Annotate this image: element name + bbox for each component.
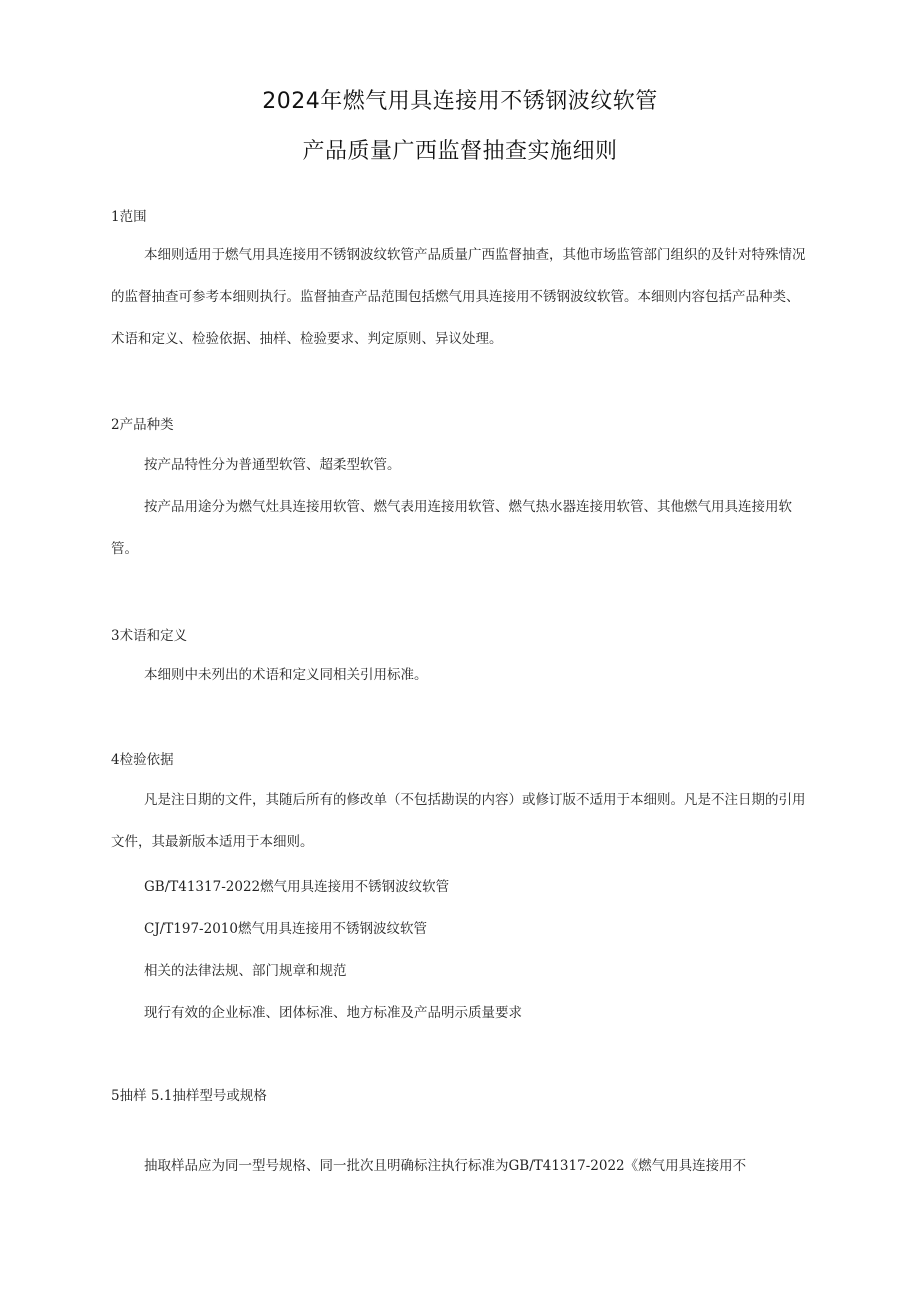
standard-reference-item: 现行有效的企业标准、团体标准、地方标准及产品明示质量要求	[144, 1005, 522, 1021]
section-heading-types: 2产品种类	[111, 417, 174, 433]
section-paragraph-types-1: 按产品特性分为普通型软管、超柔型软管。	[144, 457, 401, 473]
section-heading-terms: 3术语和定义	[111, 628, 188, 644]
document-title-line2: 产品质量广西监督抽查实施细则	[302, 139, 618, 164]
section-heading-scope: 1范围	[111, 209, 147, 225]
section-paragraph-types-2: 按产品用途分为燃气灶具连接用软管、燃气表用连接用软管、燃气热水器连接用软管、其他燃气用具连接用软管。	[111, 499, 792, 557]
standard-reference-item: 相关的法律法规、部门规章和规范	[144, 963, 347, 979]
standard-reference-item: CJ/T197-2010燃气用具连接用不锈钢波纹软管	[144, 921, 427, 937]
section-heading-sampling: 5抽样 5.1抽样型号或规格	[111, 1088, 267, 1104]
section-heading-basis: 4检验依据	[111, 752, 174, 768]
section-paragraph-sampling: 抽取样品应为同一型号规格、同一批次且明确标注执行标准为GB/T41317-2022《燃气用具连接用不	[144, 1158, 747, 1174]
section-paragraph-basis: 凡是注日期的文件，其随后所有的修改单（不包括勘误的内容）或修订版不适用于本细则。凡是不注日期的引用文件，其最新版本适用于本细则。	[111, 792, 806, 850]
document-title-line1: 2024年燃气用具连接用不锈钢波纹软管	[262, 89, 658, 114]
section-paragraph-scope: 本细则适用于燃气用具连接用不锈钢波纹软管产品质量广西监督抽查，其他市场监管部门组织的及针对特殊情况的监督抽查可参考本细则执行。监督抽查产品范围包括燃气用具连接用不锈钢波纹软管。本细则内容包括产品种类、术语和定义、检验依据、抽样、检验要求、判定原则、异议处理。	[111, 247, 806, 347]
standard-reference-item: GB/T41317-2022燃气用具连接用不锈钢波纹软管	[144, 879, 450, 895]
section-paragraph-terms: 本细则中未列出的术语和定义同相关引用标准。	[144, 667, 428, 683]
